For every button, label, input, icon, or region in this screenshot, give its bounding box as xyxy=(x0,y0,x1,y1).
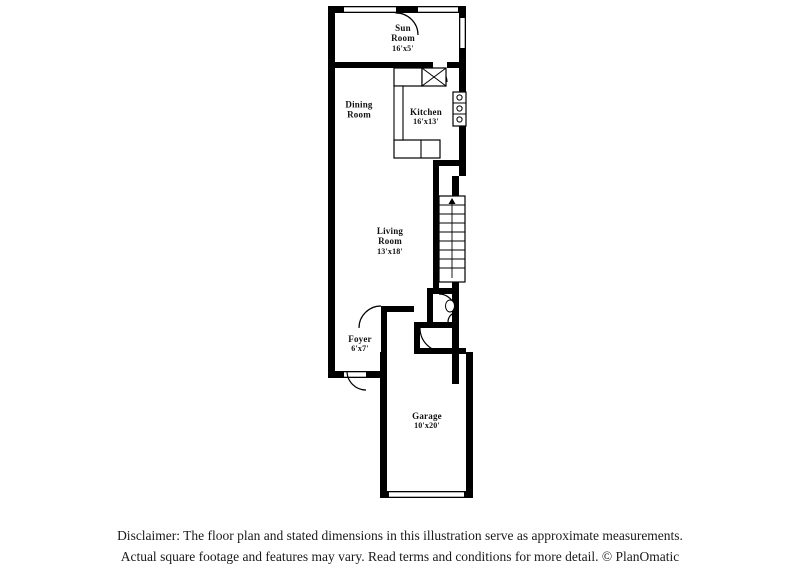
room-dimensions: 16'x5' xyxy=(392,43,414,53)
room-name: Living xyxy=(376,226,404,237)
room-name-2: Room xyxy=(347,110,371,120)
disclaimer-line-2: Actual square footage and features may vary. Read terms and conditions for more detail. © PlanOmatic xyxy=(120,549,680,565)
room-dimensions: 6'x7' xyxy=(351,344,369,354)
stairs xyxy=(439,196,465,282)
room-dimensions: 10'x20' xyxy=(414,421,440,431)
room-name: Foyer xyxy=(348,334,372,345)
powder-room-fixture xyxy=(446,300,455,312)
disclaimer xyxy=(0,526,800,568)
room-name: Garage xyxy=(412,411,442,422)
windows xyxy=(459,18,466,48)
room-name: Dining xyxy=(345,99,373,110)
disclaimer-line-1: Disclaimer: The floor plan and stated dimensions in this illustration serve as approximate measurements. xyxy=(117,528,683,544)
room-name: Sun xyxy=(395,23,411,34)
room-dimensions: 13'x18' xyxy=(377,246,403,256)
room-name: Kitchen xyxy=(410,107,442,118)
kitchen-fixtures xyxy=(394,68,466,158)
room-name-2: Room xyxy=(378,236,402,247)
room-name-2: Room xyxy=(391,33,415,44)
room-dimensions: 16'x13' xyxy=(413,117,439,127)
